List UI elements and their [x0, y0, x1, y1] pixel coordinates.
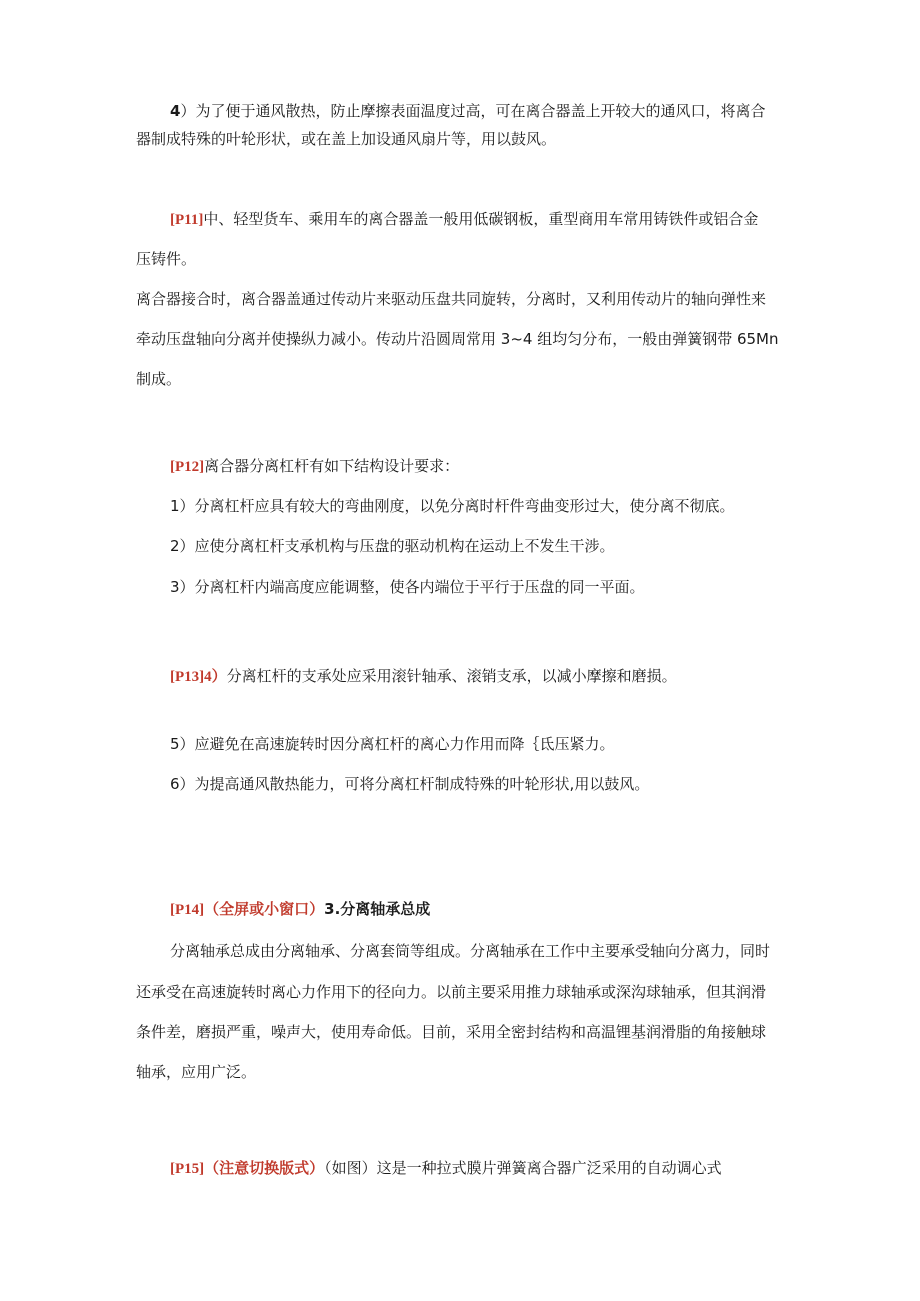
p13-item-4 [170, 665, 786, 688]
p12-tag: [P12] [170, 459, 205, 475]
p15-text-1: （如图）这是一种拉式膜片弹簧离合器广泛采用的自动调心式 [324, 1159, 722, 1177]
p11-line-2: 压铸件。 [136, 250, 197, 268]
p14-line-2: 还承受在高速旋转时离心力作用下的径向力。以前主要采用推力球轴承或深沟球轴承，但其润滑 [136, 983, 767, 1001]
p11-line-4: 牵动压盘轴向分离并使操纵力减小。传动片沿圆周常用 3~4 组均匀分布，一般由弹簧钢带 65Mn [136, 330, 779, 348]
p14-title: 3.分离轴承总成 [324, 900, 431, 918]
p13-item-5: 5）应避免在高速旋转时因分离杠杆的离心力作用而降｛氐压紧力。 [170, 735, 615, 753]
p15-tag: [P15]（注意切换版式） [170, 1161, 325, 1177]
p10-line-1 [170, 100, 786, 122]
p10-number: 4 [170, 102, 181, 120]
p13-tag: [P13]4） [170, 669, 227, 685]
p15-line-1 [170, 1157, 786, 1180]
p13-item-4-text: 分离杠杆的支承处应采用滚针轴承、滚销支承，以减小摩擦和磨损。 [226, 667, 677, 685]
p14-line-3: 条件差，磨损严重，噪声大，使用寿命低。目前，采用全密封结构和高温锂基润滑脂的角接触球 [136, 1023, 767, 1041]
p13-item-6: 6）为提高通风散热能力，可将分离杠杆制成特殊的叶轮形状,用以鼓风。 [170, 775, 650, 793]
p12-item-3: 3）分离杠杆内端高度应能调整，使各内端位于平行于压盘的同一平面。 [170, 578, 645, 596]
p14-heading [170, 898, 786, 921]
p14-tag: [P14]（全屏或小窗口） [170, 902, 325, 918]
p10-text-1: ）为了便于通风散热，防止摩擦表面温度过高，可在离合器盖上开较大的通风口，将离合 [180, 102, 766, 120]
p11-line-3: 离合器接合时，离合器盖通过传动片来驱动压盘共同旋转，分离时，又利用传动片的轴向弹性来 [136, 290, 767, 308]
p11-text-1: 中、轻型货车、乘用车的离合器盖一般用低碳钢板，重型商用车常用铸铁件或铝合金 [203, 210, 759, 228]
p11-line-1 [170, 208, 786, 231]
p12-heading [170, 455, 786, 478]
p12-item-1: 1）分离杠杆应具有较大的弯曲刚度，以免分离时杆件弯曲变形过大，使分离不彻底。 [170, 497, 735, 515]
p12-item-2: 2）应使分离杠杆支承机构与压盘的驱动机构在运动上不发生干涉。 [170, 537, 615, 555]
p14-line-4: 轴承，应用广泛。 [136, 1063, 257, 1081]
p10-line-2: 器制成特殊的叶轮形状，或在盖上加设通风扇片等，用以鼓风。 [136, 130, 557, 148]
p11-tag: [P11] [170, 212, 204, 228]
p12-heading-text: 离合器分离杠杆有如下结构设计要求： [204, 457, 460, 475]
p14-line-1: 分离轴承总成由分离轴承、分离套筒等组成。分离轴承在工作中主要承受轴向分离力，同时 [170, 942, 771, 960]
p11-line-5: 制成。 [136, 370, 182, 388]
